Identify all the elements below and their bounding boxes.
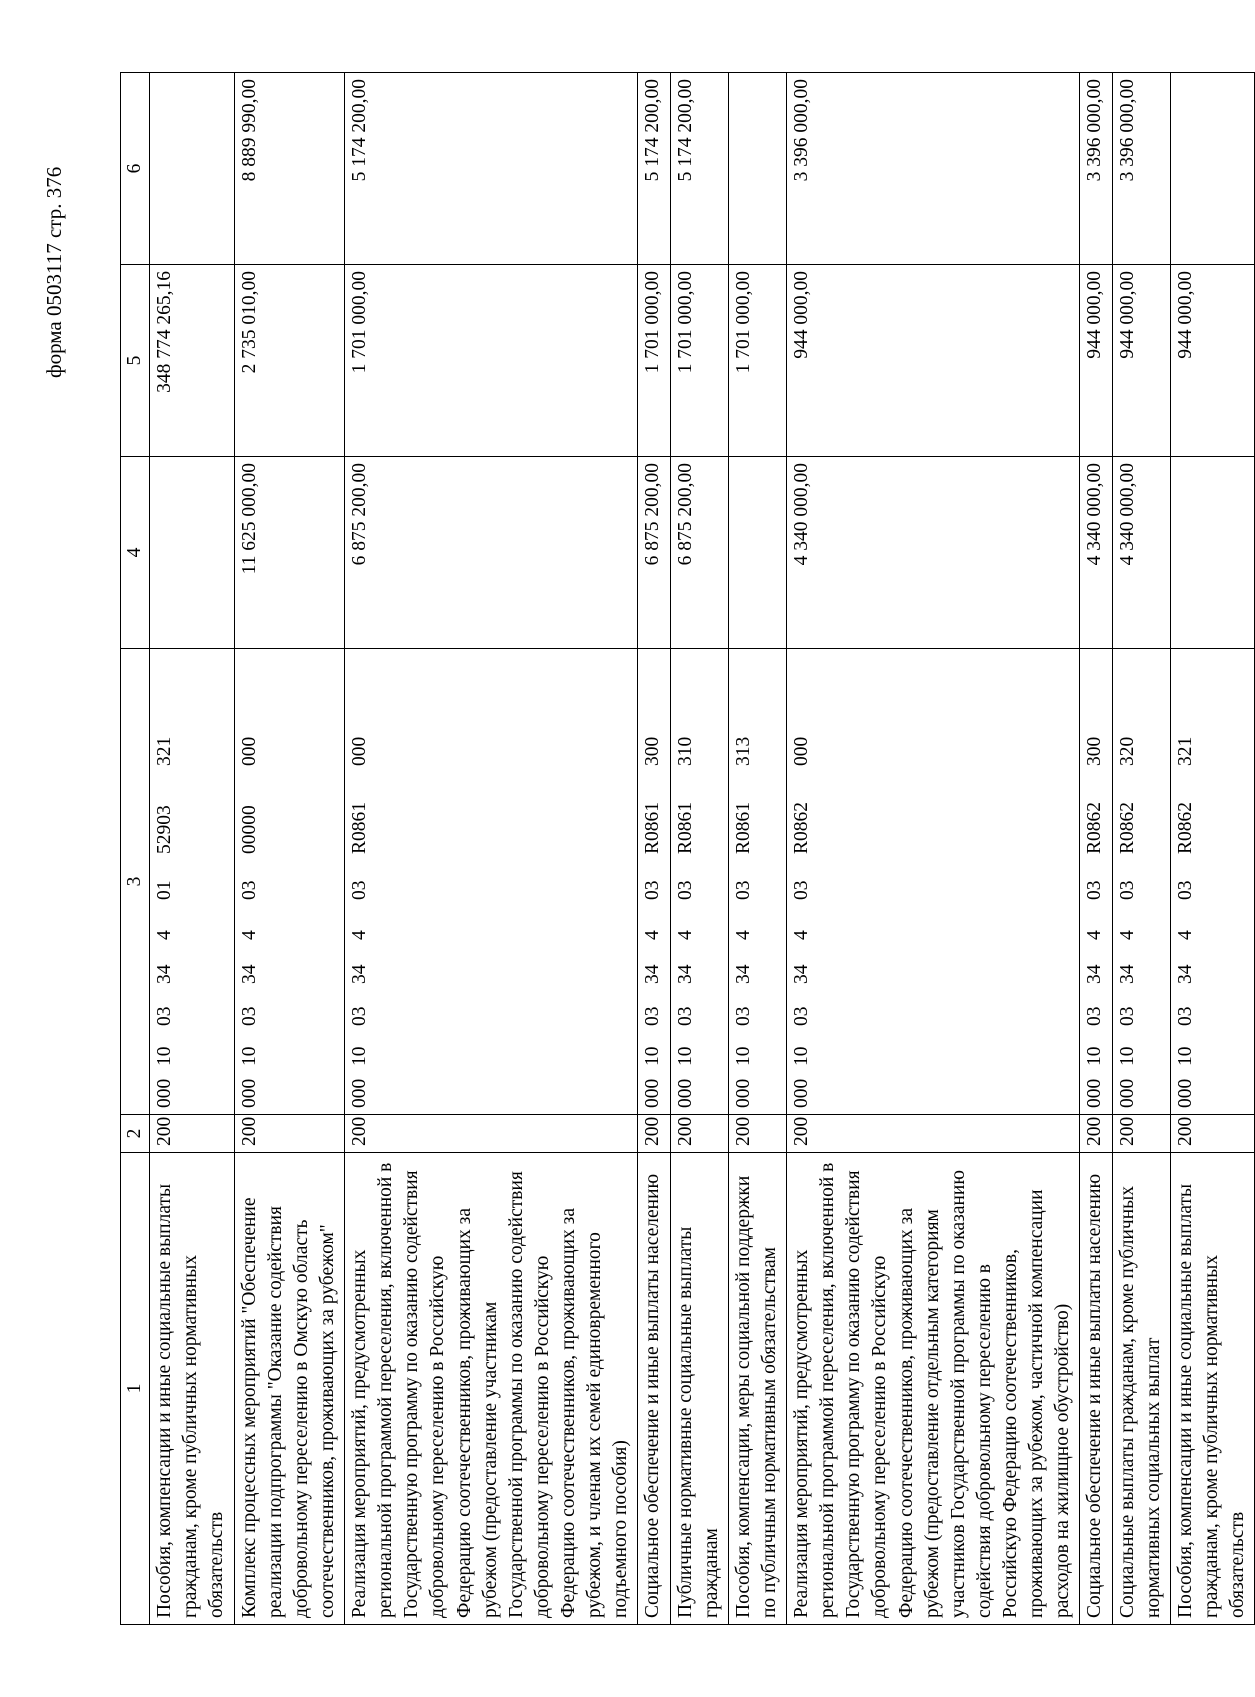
- code-segment: 4: [674, 930, 696, 940]
- column-number: 4: [121, 457, 150, 649]
- code-segment: 000: [349, 1078, 370, 1108]
- row-executed-amount: 944 000,00: [1170, 265, 1254, 457]
- code-segment: 10: [674, 1046, 696, 1066]
- row-line-code: 200: [1170, 1115, 1254, 1153]
- code-segment: 000: [1174, 1078, 1196, 1108]
- row-budget-classification-code: [638, 649, 670, 1115]
- code-segment: 000: [238, 1078, 260, 1108]
- code-segment: 10: [238, 1046, 260, 1066]
- code-segment: 10: [349, 1046, 370, 1066]
- code-segment: 4: [732, 930, 754, 940]
- code-segment: 4: [1084, 930, 1106, 940]
- row-unexecuted-amount: 5 174 200,00: [670, 73, 728, 265]
- code-segment: 03: [732, 1006, 754, 1026]
- row-name: Комплекс процессных мероприятий "Обеспечение реализации подпрограммы "Оказание содействия добровольному переселению в Омскую область соотечественников, проживающих за рубежом": [234, 1153, 345, 1625]
- column-number: 2: [121, 1115, 150, 1153]
- code-segment: 320: [1116, 736, 1138, 766]
- code-segment: 03: [674, 880, 696, 900]
- row-line-code: 200: [1080, 1115, 1112, 1153]
- code-segment: 03: [238, 1006, 260, 1026]
- row-unexecuted-amount: [728, 73, 786, 265]
- row-name: Реализация мероприятий, предусмотренных региональной программой переселения, включенной в Государственную программу по оказанию содействия добровольному переселению в Российскую Федерацию соотечественников, проживающих за рубежом (предоставление отдельным категориям участников Государственной программы по оказанию содействия добровольному переселению в Российскую Федерацию соотечественников, проживающих за рубежом, частичной компенсации расходов на жилищное обустройство): [787, 1153, 1080, 1625]
- code-segment: 10: [154, 1046, 176, 1066]
- row-budget-classification-code: [150, 649, 234, 1115]
- code-segment: 34: [349, 964, 370, 984]
- code-segment: 00000: [238, 805, 260, 854]
- column-number: 5: [121, 265, 150, 457]
- code-segment: 000: [349, 736, 370, 766]
- code-segment: 03: [1174, 1006, 1196, 1026]
- code-segment: 34: [1116, 964, 1138, 984]
- column-number: 3: [121, 649, 150, 1115]
- code-segment: 03: [1116, 880, 1138, 900]
- row-unexecuted-amount: 3 396 000,00: [1080, 73, 1112, 265]
- code-segment: R0861: [349, 801, 370, 854]
- code-segment: 34: [791, 964, 812, 984]
- row-unexecuted-amount: 3 396 000,00: [787, 73, 1080, 265]
- code-segment: R0861: [674, 801, 696, 854]
- row-line-code: 200: [728, 1115, 786, 1153]
- row-approved-amount: 11 625 000,00: [234, 457, 345, 649]
- code-segment: 10: [732, 1046, 754, 1066]
- row-line-code: 200: [150, 1115, 234, 1153]
- code-segment: 321: [154, 736, 176, 766]
- row-budget-classification-code: [234, 649, 345, 1115]
- row-budget-classification-code: [345, 649, 638, 1115]
- row-name: Социальные выплаты гражданам, кроме публичных нормативных социальных выплат: [1112, 1153, 1170, 1625]
- table-row: [1170, 73, 1254, 1625]
- code-segment: 4: [642, 930, 664, 940]
- code-segment: 4: [349, 930, 370, 940]
- code-segment: 52903: [154, 805, 176, 854]
- row-approved-amount: 6 875 200,00: [670, 457, 728, 649]
- row-unexecuted-amount: 3 396 000,00: [1112, 73, 1170, 265]
- table-row: [670, 73, 728, 1625]
- code-segment: 4: [791, 930, 812, 940]
- code-segment: 03: [154, 1006, 176, 1026]
- code-segment: R0861: [732, 801, 754, 854]
- code-segment: 34: [732, 964, 754, 984]
- table-row: [345, 73, 638, 1625]
- row-executed-amount: 1 701 000,00: [670, 265, 728, 457]
- row-line-code: 200: [787, 1115, 1080, 1153]
- code-segment: 03: [1084, 880, 1106, 900]
- column-number: 1: [121, 1153, 150, 1625]
- row-approved-amount: [1170, 457, 1254, 649]
- row-budget-classification-code: [728, 649, 786, 1115]
- code-segment: 000: [1116, 1078, 1138, 1108]
- code-segment: 03: [732, 880, 754, 900]
- code-segment: 03: [1116, 1006, 1138, 1026]
- code-segment: 000: [238, 736, 260, 766]
- code-segment: 10: [642, 1046, 664, 1066]
- column-number-row: [121, 73, 150, 1625]
- code-segment: 300: [642, 736, 664, 766]
- code-segment: 321: [1174, 736, 1196, 766]
- code-segment: 34: [1174, 964, 1196, 984]
- row-executed-amount: 1 701 000,00: [728, 265, 786, 457]
- row-name: Социальное обеспечение и иные выплаты населению: [1080, 1153, 1112, 1625]
- code-segment: 4: [1116, 930, 1138, 940]
- code-segment: R0861: [642, 801, 664, 854]
- row-executed-amount: 1 701 000,00: [638, 265, 670, 457]
- row-approved-amount: [728, 457, 786, 649]
- code-segment: 000: [791, 1078, 812, 1108]
- code-segment: 000: [732, 1078, 754, 1108]
- code-segment: 10: [1116, 1046, 1138, 1066]
- code-segment: 03: [349, 880, 370, 900]
- table-body: [150, 73, 1255, 1625]
- row-budget-classification-code: [1112, 649, 1170, 1115]
- code-segment: R0862: [1116, 801, 1138, 854]
- code-segment: 313: [732, 736, 754, 766]
- code-segment: 03: [1174, 880, 1196, 900]
- code-segment: 34: [1084, 964, 1106, 984]
- code-segment: 34: [642, 964, 664, 984]
- row-budget-classification-code: [1080, 649, 1112, 1115]
- rotated-page: форма 0503117 стр. 376 1 2 3 4 5 6 Пособия, компенсации и иные социальные выплаты гражданам, кроме публичных нормативных обязательств 200 00010033440152903321 348 774 265,16 Комплекс процессных мероприятий "Обеспечение реализации подпрограммы "Оказание содействия добровольному переселению в Омскую область соотечественников, проживающих за рубежом" 200 00010033440300000000 11 625 000,00 2 735 010,00 8 889 990,00 Реализация мероприятий, предусмотренных региональной программой переселения, включенной в Государственную программу по оказанию содействия добровольному переселению в Российскую Федерацию соотечественников, проживающих за рубежом (предоставление участникам Государственной программы по оказанию содействия добровольному переселению в Российскую Федерацию соотечественников, проживающих за рубежом, и членам их семей единовременного подъемного пособия) 200 000100334403R0861000 6 875 200,00 1 701 000,00 5 174 200,00 Социальное обеспечение и иные выплаты населению 200 000100334403R0861300 6 875 200,00 1 701 000,00 5 174 200,00 Публичные нормативные социальные выплаты гражданам 200 000100334403R0861310 6 875 200,00 1 701 000,00 5 174 200,00 Пособия, компенсации, меры социальной поддержки по публичным нормативным обязательствам 200 000100334403R0861313 1 701 000,00 Реализация мероприятий, предусмотренных региональной программой переселения, включенной в Государственную программу по оказанию содействия добровольному переселению в Российскую Федерацию соотечественников, проживающих за рубежом (предоставление отдельным категориям участников Государственной программы по оказанию содействия добровольному переселению в Российскую Федерацию соотечественников, проживающих за рубежом, частичной компенсации расходов на жилищное обустройство) 200 000100334403R0862000 4 340 000,00 944 000,00 3 396 000,00 Социальное обеспечение и иные выплаты населению 200 000100334403R0862300 4 340 000,00 944 000,00 3 396 000,00 Социальные выплаты гражданам, кроме публичных нормативных социальных выплат 200 000100334403R0862320 4 340 000,00 944 000,00 3 396 000,00 Пособия, компенсации и иные социальные выплаты гражданам, кроме публичных нормативных обязательств 200 000100334403R0862321 944 000,00: [0, 0, 1200, 1697]
- row-unexecuted-amount: 8 889 990,00: [234, 73, 345, 265]
- row-executed-amount: 944 000,00: [787, 265, 1080, 457]
- row-executed-amount: 348 774 265,16: [150, 265, 234, 457]
- row-line-code: 200: [1112, 1115, 1170, 1153]
- row-line-code: 200: [670, 1115, 728, 1153]
- row-name: Социальное обеспечение и иные выплаты населению: [638, 1153, 670, 1625]
- code-segment: 34: [238, 964, 260, 984]
- code-segment: 000: [642, 1078, 664, 1108]
- code-segment: R0862: [791, 801, 812, 854]
- code-segment: 000: [674, 1078, 696, 1108]
- row-name: Пособия, компенсации и иные социальные выплаты гражданам, кроме публичных нормативных обязательств: [150, 1153, 234, 1625]
- code-segment: 10: [1084, 1046, 1106, 1066]
- code-segment: 03: [642, 1006, 664, 1026]
- table-row: [234, 73, 345, 1625]
- table-row: [150, 73, 234, 1625]
- code-segment: R0862: [1174, 801, 1196, 854]
- row-unexecuted-amount: [150, 73, 234, 265]
- code-segment: 03: [238, 880, 260, 900]
- row-executed-amount: 1 701 000,00: [345, 265, 638, 457]
- row-name: Пособия, компенсации и иные социальные выплаты гражданам, кроме публичных нормативных обязательств: [1170, 1153, 1254, 1625]
- row-budget-classification-code: [670, 649, 728, 1115]
- row-name: Пособия, компенсации, меры социальной поддержки по публичным нормативным обязательствам: [728, 1153, 786, 1625]
- row-line-code: 200: [345, 1115, 638, 1153]
- code-segment: 03: [642, 880, 664, 900]
- row-unexecuted-amount: 5 174 200,00: [345, 73, 638, 265]
- code-segment: 000: [791, 736, 812, 766]
- table-row: [1080, 73, 1112, 1625]
- code-segment: 000: [154, 1078, 176, 1108]
- row-approved-amount: 4 340 000,00: [787, 457, 1080, 649]
- row-line-code: 200: [234, 1115, 345, 1153]
- code-segment: 03: [1084, 1006, 1106, 1026]
- row-executed-amount: 944 000,00: [1080, 265, 1112, 457]
- row-executed-amount: 944 000,00: [1112, 265, 1170, 457]
- row-line-code: 200: [638, 1115, 670, 1153]
- code-segment: 4: [154, 930, 176, 940]
- row-approved-amount: 4 340 000,00: [1112, 457, 1170, 649]
- budget-execution-table: [120, 72, 1255, 1625]
- code-segment: 000: [1084, 1078, 1106, 1108]
- code-segment: 300: [1084, 736, 1106, 766]
- table-row: [638, 73, 670, 1625]
- code-segment: 34: [674, 964, 696, 984]
- row-budget-classification-code: [1170, 649, 1254, 1115]
- row-name: Реализация мероприятий, предусмотренных региональной программой переселения, включенной в Государственную программу по оказанию содействия добровольному переселению в Российскую Федерацию соотечественников, проживающих за рубежом (предоставление участникам Государственной программы по оказанию содействия добровольному переселению в Российскую Федерацию соотечественников, проживающих за рубежом, и членам их семей единовременного подъемного пособия): [345, 1153, 638, 1625]
- row-name: Публичные нормативные социальные выплаты гражданам: [670, 1153, 728, 1625]
- table-row: [1112, 73, 1170, 1625]
- code-segment: 10: [1174, 1046, 1196, 1066]
- row-approved-amount: [150, 457, 234, 649]
- column-number: 6: [121, 73, 150, 265]
- row-unexecuted-amount: [1170, 73, 1254, 265]
- code-segment: 34: [154, 964, 176, 984]
- row-budget-classification-code: [787, 649, 1080, 1115]
- table-row: [728, 73, 786, 1625]
- code-segment: 01: [154, 880, 176, 900]
- table-row: [787, 73, 1080, 1625]
- row-approved-amount: 6 875 200,00: [638, 457, 670, 649]
- code-segment: 03: [791, 880, 812, 900]
- code-segment: 03: [791, 1006, 812, 1026]
- row-approved-amount: 6 875 200,00: [345, 457, 638, 649]
- code-segment: 10: [791, 1046, 812, 1066]
- code-segment: R0862: [1084, 801, 1106, 854]
- code-segment: 4: [1174, 930, 1196, 940]
- row-executed-amount: 2 735 010,00: [234, 265, 345, 457]
- code-segment: 03: [674, 1006, 696, 1026]
- row-approved-amount: 4 340 000,00: [1080, 457, 1112, 649]
- row-unexecuted-amount: 5 174 200,00: [638, 73, 670, 265]
- code-segment: 03: [349, 1006, 370, 1026]
- code-segment: 310: [674, 736, 696, 766]
- code-segment: 4: [238, 930, 260, 940]
